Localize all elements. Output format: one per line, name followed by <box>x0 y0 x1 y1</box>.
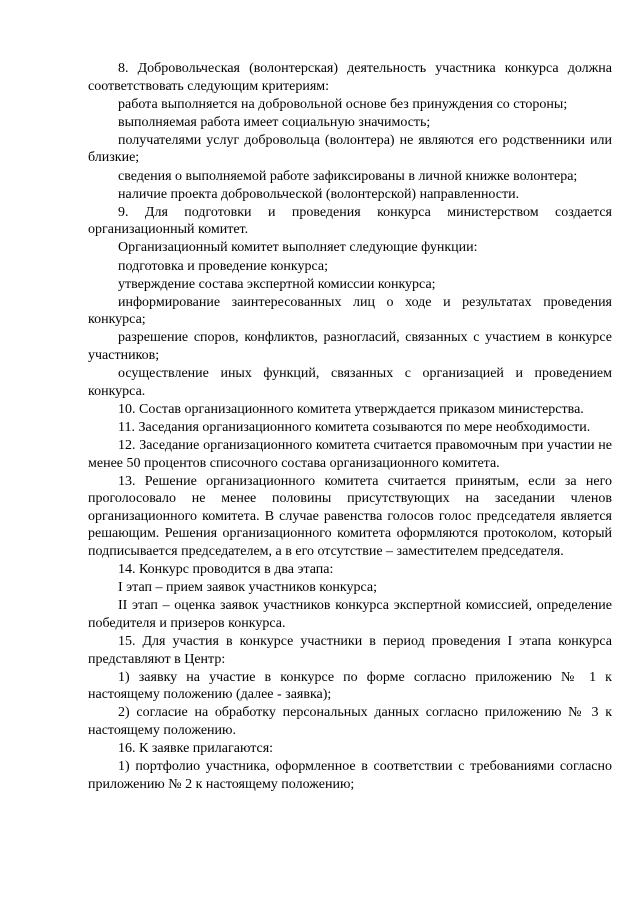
function-other: осуществление иных функций, связанных с организацией и проведением конкурса. <box>88 366 612 399</box>
paragraph-13-decision: 13. Решение организационного комитета считается принятым, если за него проголосовало не менее половины присутствующих на заседании членов организационного комитета. В случае равенства голосов голос председателя является решающим. Решения организационного комитета оформляются протоколом, который подписывается председателем, а в его отсутствие – заместителем председателя. <box>88 473 612 560</box>
submission-item-1: 1) заявку на участие в конкурсе по форме согласно приложению № 1 к настоящему положению (далее - заявка); <box>88 669 612 703</box>
stage-1: I этап – прием заявок участников конкурса; <box>118 580 377 596</box>
function-expert-commission: утверждение состава экспертной комиссии конкурса; <box>118 276 436 292</box>
paragraph-15-submission: 15. Для участия в конкурсе участники в период проведения I этапа конкурса представляют в Центр: <box>88 634 612 667</box>
paragraph-10-composition: 10. Состав организационного комитета утверждается приказом министерства. <box>118 401 584 417</box>
paragraph-11-meetings: 11. Заседания организационного комитета созываются по мере необходимости. <box>118 419 591 435</box>
document-body <box>88 60 612 793</box>
function-preparation: подготовка и проведение конкурса; <box>118 258 329 274</box>
stage-2: II этап – оценка заявок участников конкурса экспертной комиссией, определение победителя и призеров конкурса. <box>88 598 612 631</box>
committee-functions-intro: Организационный комитет выполняет следующие функции: <box>118 240 478 256</box>
criterion-voluntary: работа выполняется на добровольной основе без принуждения со стороны; <box>118 96 568 112</box>
submission-item-2: 2) согласие на обработку персональных данных согласно приложению № 3 к настоящему положению. <box>88 705 612 738</box>
paragraph-8-criteria: 8. Добровольческая (волонтерская) деятельность участника конкурса должна соответствовать следующим критериям: <box>88 61 612 94</box>
paragraph-9-committee: 9. Для подготовки и проведения конкурса министерством создается организационный комитет. <box>88 204 612 238</box>
criterion-record-book: сведения о выполняемой работе зафиксированы в личной книжке волонтера; <box>118 168 578 184</box>
attachment-item-1: 1) портфолио участника, оформленное в соответствии с требованиями согласно приложению № 2 к настоящему положению; <box>88 759 612 792</box>
function-disputes: разрешение споров, конфликтов, разногласий, связанных с участием в конкурсе участников; <box>88 330 612 363</box>
paragraph-16-attachments: 16. К заявке прилагаются: <box>118 741 274 757</box>
paragraph-12-quorum: 12. Заседание организационного комитета считается правомочным при участии не менее 50 процентов списочного состава организационного комитета. <box>88 437 612 471</box>
function-informing: информирование заинтересованных лиц о ходе и результатах проведения конкурса; <box>88 294 612 328</box>
criterion-recipients: получателями услуг добровольца (волонтера) не являются его родственники или близкие; <box>88 132 612 166</box>
paragraph-14-stages: 14. Конкурс проводится в два этапа: <box>118 562 334 578</box>
criterion-project: наличие проекта добровольческой (волонтерской) направленности. <box>118 186 520 202</box>
criterion-social-significance: выполняемая работа имеет социальную значимость; <box>118 114 431 130</box>
